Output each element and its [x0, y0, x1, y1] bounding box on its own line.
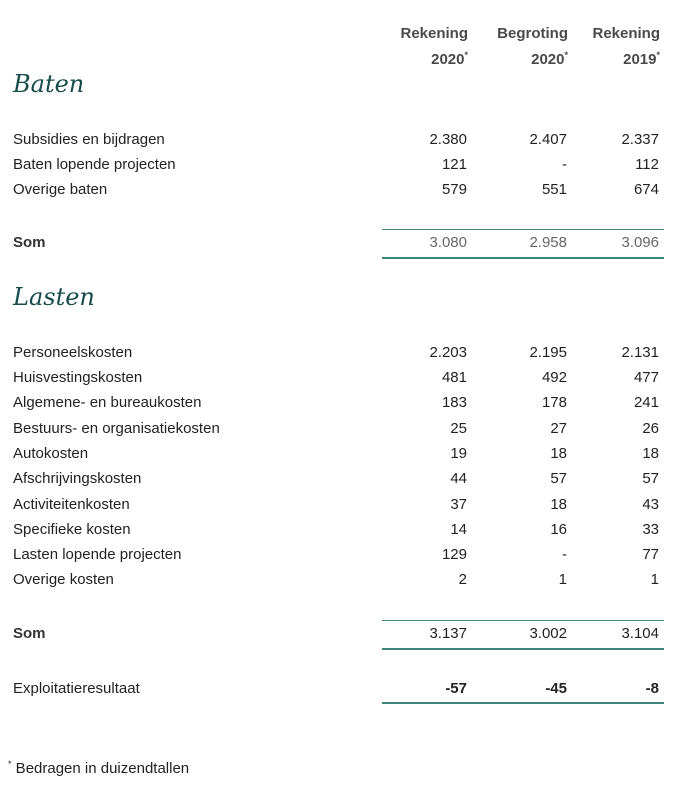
total-row-lasten: Som 3.137 3.002 3.104 [13, 625, 659, 642]
table-row: Activiteitenkosten 37 18 43 [13, 496, 659, 513]
table-row: Afschrijvingskosten 44 57 57 [13, 470, 659, 487]
column-header-rekening-2020: Rekening 2020* [400, 25, 468, 68]
table-row: Specifieke kosten 14 16 33 [13, 521, 659, 538]
table-row: Overige kosten 2 1 1 [13, 571, 659, 588]
table-row: Lasten lopende projecten 129 - 77 [13, 546, 659, 563]
divider [382, 257, 664, 259]
section-title-baten: Baten [13, 70, 85, 98]
table-row: Autokosten 19 18 18 [13, 445, 659, 462]
table-row: Subsidies en bijdragen 2.380 2.407 2.337 [13, 131, 659, 148]
column-header-begroting-2020: Begroting 2020* [497, 25, 568, 68]
divider [382, 229, 664, 230]
section-title-lasten: Lasten [13, 283, 95, 311]
divider [382, 620, 664, 621]
table-row: Personeelskosten 2.203 2.195 2.131 [13, 344, 659, 361]
table-row: Huisvestingskosten 481 492 477 [13, 369, 659, 386]
column-header-rekening-2019: Rekening 2019* [592, 25, 660, 68]
table-row: Algemene- en bureaukosten 183 178 241 [13, 394, 659, 411]
table-row: Baten lopende projecten 121 - 112 [13, 156, 659, 173]
table-row: Bestuurs- en organisatiekosten 25 27 26 [13, 420, 659, 437]
total-row-baten: Som 3.080 2.958 3.096 [13, 234, 659, 251]
footnote: * Bedragen in duizendtallen [8, 759, 190, 777]
divider [382, 648, 664, 650]
table-row: Overige baten 579 551 674 [13, 181, 659, 198]
divider [382, 702, 664, 704]
result-row: Exploitatieresultaat -57 -45 -8 [13, 680, 659, 697]
